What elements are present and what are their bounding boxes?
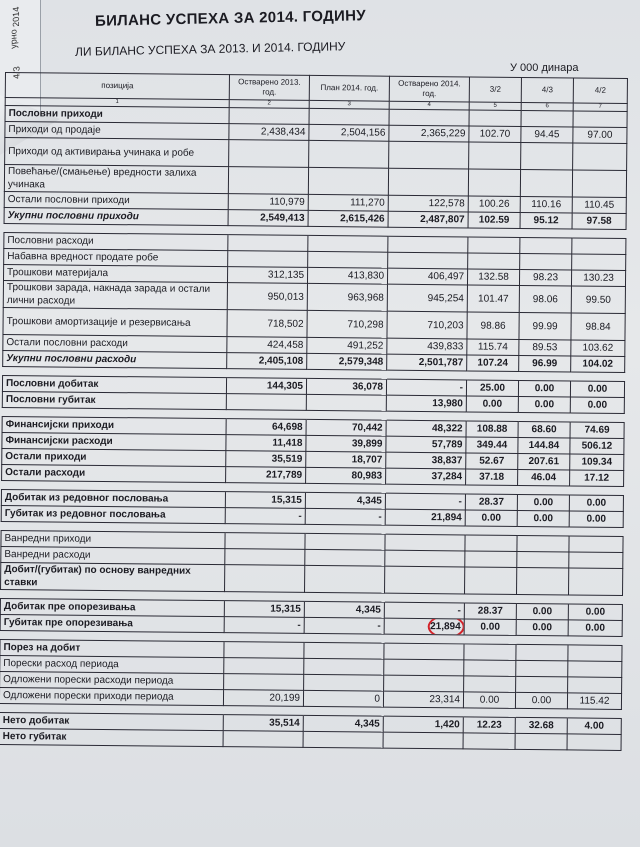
column-index: 4 — [389, 101, 469, 110]
cell-value — [568, 661, 622, 678]
cell-value — [463, 733, 515, 749]
column-index: 2 — [229, 100, 309, 109]
cell-value — [464, 635, 516, 644]
cell-value: 2,438,434 — [229, 124, 309, 141]
column-index: 3 — [309, 100, 389, 109]
cell-value — [520, 253, 572, 269]
cell-value — [464, 660, 516, 676]
cell-value: 0.00 — [568, 604, 622, 621]
cell-value — [309, 140, 389, 168]
cell-value: - — [305, 508, 385, 525]
row-label: Пословни добитак — [2, 375, 226, 393]
cell-value: 2,549,413 — [228, 210, 308, 227]
cell-value — [465, 535, 517, 551]
row-label: Набавна вредност продате робе — [4, 248, 228, 266]
cell-value: 144.84 — [518, 437, 570, 453]
cell-value: - — [224, 617, 304, 634]
row-label: Добитак пре опорезивања — [0, 598, 224, 616]
cell-value: 0.00 — [463, 692, 515, 708]
row-label: Добит/(губитак) по основу ванредних ставки — [1, 562, 225, 591]
column-header: Остварено 2013. год. — [229, 75, 309, 101]
cell-value: 2,501,787 — [387, 354, 467, 371]
cell-value: 97.00 — [573, 127, 627, 144]
cell-value — [385, 566, 465, 594]
row-label: Губитак из редовног пословања — [1, 505, 225, 523]
cell-value: 98.06 — [519, 285, 571, 312]
column-header: позиција — [5, 73, 229, 100]
row-label: Пословни губитак — [2, 391, 226, 409]
cell-value: 108.88 — [466, 421, 518, 437]
cell-value: 115.74 — [467, 339, 519, 355]
cell-value — [464, 594, 516, 603]
page-title: БИЛАНС УСПЕХА ЗА 2014. ГОДИНУ — [94, 7, 367, 30]
cell-value: 0.00 — [518, 380, 570, 396]
cell-value: - — [225, 508, 305, 525]
cell-value: 37,284 — [386, 468, 466, 485]
cell-value: 68.60 — [518, 421, 570, 437]
circled-value: 21,894 — [430, 621, 461, 633]
cell-value: 99.50 — [571, 286, 625, 314]
cell-value: 2,579,348 — [307, 353, 387, 370]
cell-value — [569, 536, 623, 553]
cell-value: 424,458 — [227, 337, 307, 354]
column-index: 7 — [573, 103, 627, 112]
cell-value — [519, 371, 571, 380]
cell-value: 35,519 — [226, 451, 306, 468]
cell-value: 217,789 — [226, 467, 306, 484]
cell-value — [385, 550, 465, 567]
row-label: Нето губитак — [0, 728, 223, 746]
cell-value — [385, 534, 465, 551]
cell-value: 64,698 — [226, 419, 306, 436]
cell-value — [517, 535, 569, 551]
cell-value: 0.00 — [570, 397, 624, 414]
cell-value: 144,305 — [226, 378, 306, 395]
cell-value: 2,487,807 — [388, 211, 468, 228]
unit-label: У 000 динара — [510, 62, 579, 74]
cell-value — [226, 394, 306, 411]
cell-value: 2,405,108 — [227, 353, 307, 370]
cell-value: 718,502 — [227, 310, 307, 338]
cell-value: - — [385, 493, 465, 510]
row-label: Трошкови зарада, накнада зарада и остали лични расходи — [3, 280, 227, 309]
cell-value: 98.23 — [519, 269, 571, 285]
cell-value — [468, 253, 520, 269]
cell-value — [465, 485, 517, 494]
row-label: Остали расходи — [2, 464, 226, 482]
column-index: 5 — [469, 102, 521, 110]
cell-value: 207.61 — [518, 453, 570, 469]
cell-value: 2,365,229 — [389, 125, 469, 142]
cell-value — [308, 167, 388, 195]
row-label: Остали пословни приходи — [4, 191, 228, 209]
row-label: Остали приходи — [2, 448, 226, 466]
cell-value: 109.34 — [570, 454, 624, 471]
cell-value — [468, 169, 520, 196]
cell-value: 115.42 — [567, 693, 621, 710]
cell-value: 102.70 — [469, 126, 521, 142]
column-header: 4/2 — [573, 78, 627, 104]
cell-value — [517, 567, 569, 594]
cell-value — [388, 168, 468, 196]
cell-value — [468, 237, 520, 253]
cell-value — [516, 635, 568, 644]
row-label: Финансијски приходи — [2, 416, 226, 434]
cell-value: 0.00 — [464, 619, 516, 635]
column-header: Остварено 2014. год. — [389, 76, 469, 102]
cell-value: 100.26 — [468, 196, 520, 212]
cell-value: 89.53 — [519, 339, 571, 355]
cell-value: 101.47 — [467, 285, 519, 312]
cell-value — [572, 238, 626, 255]
row-label: Ванредни приходи — [1, 530, 225, 548]
cell-value: 0.00 — [465, 510, 517, 526]
cell-value: 25.00 — [466, 380, 518, 396]
cell-value: 98.86 — [467, 312, 519, 339]
cell-value: 57,789 — [386, 436, 466, 453]
row-label: Повећање/(смањење) вредности залиха учинака — [4, 165, 228, 194]
cell-value — [224, 674, 304, 691]
cell-value — [225, 565, 305, 593]
cell-value: 15,315 — [225, 492, 305, 509]
cell-value — [517, 551, 569, 567]
cell-value — [466, 412, 518, 421]
cell-value: 74.69 — [570, 422, 624, 439]
cell-value — [569, 486, 623, 496]
cell-value: 15,315 — [224, 601, 304, 618]
cell-value — [517, 526, 569, 535]
cell-value — [515, 708, 567, 717]
cell-value: 20,199 — [223, 690, 303, 707]
cell-value — [567, 734, 621, 751]
cell-value: 110.45 — [572, 197, 626, 214]
cell-value — [517, 485, 569, 494]
cell-value: 0 — [303, 690, 383, 707]
cell-value: 102.59 — [468, 212, 520, 228]
cell-value — [516, 676, 568, 692]
row-label: Нето добитак — [0, 712, 223, 730]
cell-value: 18,707 — [306, 451, 386, 468]
cell-value: 52.67 — [466, 453, 518, 469]
cell-value: 0.00 — [570, 381, 624, 398]
row-label: Трошкови материјала — [3, 264, 227, 282]
cell-value: 111,270 — [308, 194, 388, 211]
row-label: Одложени порески расходи периода — [0, 671, 224, 689]
cell-value: 406,497 — [387, 268, 467, 285]
cell-value: 0.00 — [568, 620, 622, 637]
cell-value: 110,979 — [228, 194, 308, 211]
column-header: План 2014. год. — [309, 75, 389, 101]
cell-value — [465, 567, 517, 594]
cell-value — [305, 533, 385, 550]
cell-value — [469, 142, 521, 169]
cell-value: 2,615,426 — [308, 210, 388, 227]
cell-value — [225, 533, 305, 550]
cell-value: 0.00 — [518, 396, 570, 412]
cell-value — [383, 732, 463, 749]
cell-value: 11,418 — [226, 435, 306, 452]
cell-value: 0.00 — [569, 511, 623, 528]
cell-value — [568, 677, 622, 694]
cell-value — [304, 658, 384, 675]
cell-value — [521, 110, 573, 126]
cell-value: 950,013 — [227, 283, 307, 311]
cell-value — [305, 549, 385, 566]
row-label: Остали пословни расходи — [3, 334, 227, 352]
cell-value: 710,203 — [387, 311, 467, 339]
cell-value: 963,968 — [307, 283, 387, 311]
cell-value: 0.00 — [515, 692, 567, 708]
cell-value — [389, 109, 469, 126]
cell-value — [516, 644, 568, 660]
cell-value — [464, 644, 516, 660]
cell-value: 39,899 — [306, 435, 386, 452]
cell-value: 36,078 — [306, 378, 386, 395]
cell-value: - — [386, 379, 466, 396]
cell-value — [520, 169, 572, 196]
cell-value: 0.00 — [516, 619, 568, 635]
cell-value — [229, 108, 309, 125]
row-label: Губитак пре опорезивања — [0, 614, 224, 632]
row-label: Укупни пословни расходи — [3, 350, 227, 368]
cell-value — [308, 235, 388, 252]
side-text-fragment: урно — [8, 28, 19, 50]
cell-value — [463, 708, 515, 717]
row-label: Укупни пословни приходи — [4, 207, 228, 225]
page-subtitle: ЛИ БИЛАНС УСПЕХА ЗА 2013. И 2014. ГОДИНУ — [74, 39, 346, 59]
cell-value: 104.02 — [571, 356, 625, 373]
row-label: Ванредни расходи — [1, 546, 225, 564]
cell-value — [572, 254, 626, 271]
cell-value: 413,830 — [307, 267, 387, 284]
cell-value — [224, 658, 304, 675]
cell-value — [303, 731, 383, 748]
cell-value: 4,345 — [305, 492, 385, 509]
row-label: Одложени порески приходи периода — [0, 687, 224, 705]
cell-value — [223, 731, 303, 748]
cell-value — [305, 565, 385, 593]
cell-value: 99.99 — [519, 312, 571, 339]
cell-value: 46.04 — [518, 469, 570, 485]
cell-value — [518, 412, 570, 421]
cell-value: 70,442 — [306, 419, 386, 436]
cell-value: 0.00 — [569, 495, 623, 512]
cell-value: 38,837 — [386, 452, 466, 469]
cell-value: 710,298 — [307, 310, 387, 338]
column-index: 6 — [521, 102, 573, 110]
cell-value: 98.84 — [571, 313, 625, 341]
cell-value: 0.00 — [517, 510, 569, 526]
cell-value — [384, 659, 464, 676]
cell-value: 32.68 — [515, 717, 567, 733]
row-label: Трошкови амортизације и резервисања — [3, 307, 227, 336]
cell-value: 80,983 — [306, 467, 386, 484]
cell-value — [465, 551, 517, 567]
cell-value: 28.37 — [464, 603, 516, 619]
cell-value: 506.12 — [570, 438, 624, 455]
cell-value — [228, 167, 308, 195]
cell-value: 21,894 — [385, 509, 465, 526]
cell-value: 4,345 — [303, 715, 383, 732]
cell-value — [384, 643, 464, 660]
cell-value: 4.00 — [567, 718, 621, 735]
cell-value: 103.62 — [571, 340, 625, 357]
cell-value: 122,578 — [388, 195, 468, 212]
cell-value — [520, 228, 572, 237]
cell-value — [389, 141, 469, 169]
cell-value: 1,420 — [383, 716, 463, 733]
cell-value — [384, 618, 464, 635]
cell-value — [225, 549, 305, 566]
cell-value — [521, 142, 573, 169]
cell-value — [464, 676, 516, 692]
cell-value: 97.58 — [572, 213, 626, 230]
cell-value — [304, 674, 384, 691]
cell-value — [308, 251, 388, 268]
cell-value: 0.00 — [517, 494, 569, 510]
cell-value — [469, 110, 521, 126]
cell-value: 0.00 — [466, 396, 518, 412]
cell-value: 130.23 — [571, 270, 625, 287]
side-text-ratio: 4/3 — [11, 65, 22, 80]
cell-value — [572, 170, 626, 198]
cell-value: 312,135 — [227, 267, 307, 284]
side-text-year: 2014 — [11, 6, 22, 28]
cell-value — [516, 660, 568, 676]
cell-value: 349.44 — [466, 437, 518, 453]
income-statement-table — [0, 72, 628, 751]
cell-value — [573, 111, 627, 128]
cell-value — [388, 236, 468, 253]
row-label: Пословни приходи — [5, 106, 229, 124]
column-header: 4/3 — [521, 77, 573, 102]
cell-value — [568, 645, 622, 662]
column-index: 1 — [5, 98, 229, 108]
cell-value — [224, 642, 304, 659]
cell-value: 110.16 — [520, 196, 572, 212]
cell-value — [520, 237, 572, 253]
cell-value: 94.45 — [521, 126, 573, 142]
row-label: Финансијски расходи — [2, 432, 226, 450]
cell-value: 945,254 — [387, 284, 467, 312]
cell-value — [569, 568, 623, 596]
row-label: Приходи од продаје — [5, 122, 229, 140]
cell-value: 107.24 — [467, 355, 519, 371]
cell-value: - — [384, 602, 464, 619]
cell-value — [515, 733, 567, 749]
cell-value — [388, 252, 468, 269]
cell-value: 0.00 — [516, 603, 568, 619]
cell-value: 23,314 — [383, 691, 463, 708]
cell-value: 13,980 — [386, 395, 466, 412]
cell-value — [569, 552, 623, 569]
cell-value: 4,345 — [304, 601, 384, 618]
cell-value: 37.18 — [466, 469, 518, 485]
cell-value: 96.99 — [519, 355, 571, 371]
cell-value — [467, 371, 519, 380]
cell-value: 491,252 — [307, 337, 387, 354]
cell-value — [306, 394, 386, 411]
cell-value: 95.12 — [520, 212, 572, 228]
column-header: 3/2 — [469, 77, 521, 102]
cell-value — [573, 143, 627, 171]
row-label: Порески расход периода — [0, 655, 224, 673]
cell-value: 2,504,156 — [309, 124, 389, 141]
cell-value: 17.12 — [570, 470, 624, 487]
row-label: Добитак из редовног пословања — [1, 489, 225, 507]
row-label: Порез на добит — [0, 639, 224, 657]
cell-value: 35,514 — [223, 715, 303, 732]
row-label: Приходи од активирања учинака и робе — [5, 138, 229, 167]
cell-value — [229, 140, 309, 168]
cell-value — [228, 251, 308, 268]
cell-value: - — [304, 617, 384, 634]
cell-value: 48,322 — [386, 420, 466, 437]
cell-value: 132.58 — [467, 269, 519, 285]
cell-value: 28.37 — [465, 494, 517, 510]
cell-value — [468, 228, 520, 237]
cell-value — [228, 235, 308, 252]
row-label: Пословни расходи — [4, 232, 228, 250]
cell-value — [516, 594, 568, 603]
cell-value: 439,833 — [387, 338, 467, 355]
cell-value: 12.23 — [463, 717, 515, 733]
cell-value — [304, 642, 384, 659]
cell-value — [384, 675, 464, 692]
cell-value — [309, 108, 389, 125]
cell-value — [465, 526, 517, 535]
